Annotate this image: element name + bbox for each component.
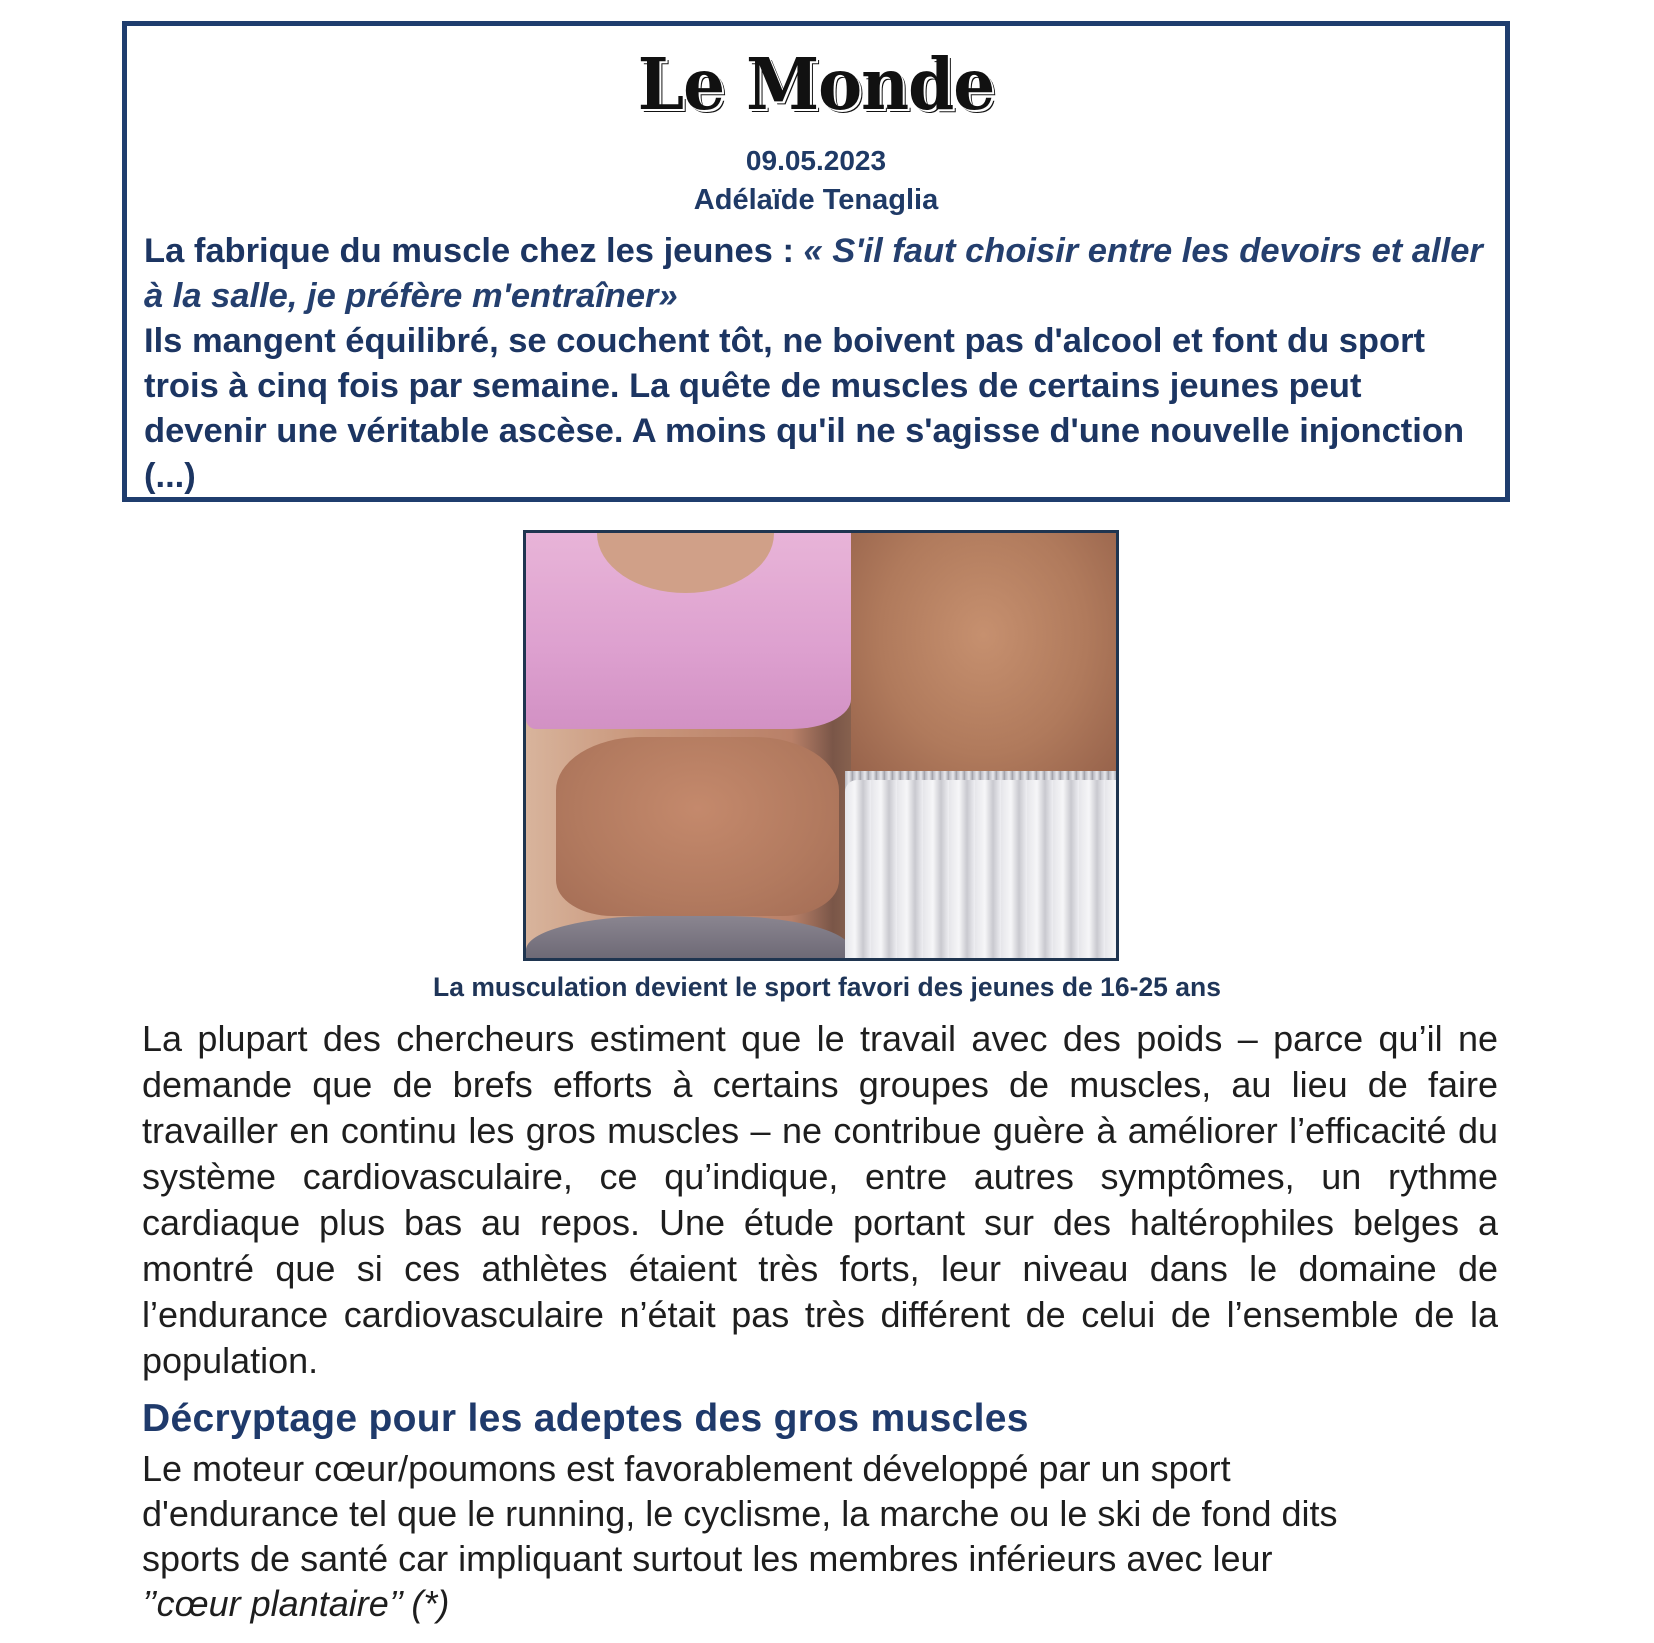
publication-date: 09.05.2023 xyxy=(745,145,887,176)
section-heading: Décryptage pour les adeptes des gros muscles xyxy=(142,1397,1029,1440)
article-header-box xyxy=(122,21,1510,502)
section-line: Le moteur cœur/poumons est favorablement développé par un sport xyxy=(142,1448,1231,1489)
article-paragraph: La plupart des chercheurs estiment que le travail avec des poids – parce qu’il ne demande que de brefs efforts à certains groupes de muscles, au lieu de faire travailler en continu les gros muscles – ne contribue guère à améliorer l’efficacité du système cardiovasculaire, ce qu’indique, entre autres symptômes, un rythme cardiaque plus bas au repos. Une étude portant sur des haltérophiles belges a montré que si ces athlètes étaient très forts, leur niveau dans le domaine de l’endurance cardiovasculaire n’était pas très différent de celui de l’ensemble de la population. xyxy=(142,1018,1498,1381)
section-line: sports de santé car impliquant surtout les membres inférieurs avec leur xyxy=(142,1538,1273,1579)
section-line-italic: ’’cœur plantaire’’ (*) xyxy=(142,1583,450,1624)
lead-paragraph: Ils mangent équilibré, se couchent tôt, ne boivent pas d'alcool et font du sport trois à cinq fois par semaine. La quête de muscles de certains jeunes peut devenir une véritable ascèse. A moins qu'il ne s'agisse d'une nouvelle injonction (...) xyxy=(144,322,1465,495)
author-name: Adélaïde Tenaglia xyxy=(693,184,939,216)
photo-female-abs xyxy=(556,737,839,916)
section-line: d'endurance tel que le running, le cyclisme, la marche ou le ski de fond dits xyxy=(142,1493,1338,1534)
photo-male-torso xyxy=(851,533,1117,788)
headline-quote: « S'il faut choisir entre les devoirs et aller à la salle, je préfère m'entraîner» xyxy=(144,232,1483,315)
headline-title: La fabrique du muscle chez les jeunes : xyxy=(144,232,804,270)
headline-block xyxy=(144,229,1484,499)
section-body xyxy=(142,1446,1472,1626)
photo-caption: La musculation devient le sport favori des jeunes de 16-25 ans xyxy=(433,972,1221,1002)
le-monde-logo: Le Monde xyxy=(637,41,995,127)
article-photo xyxy=(523,530,1119,961)
photo-white-shorts xyxy=(845,780,1116,959)
